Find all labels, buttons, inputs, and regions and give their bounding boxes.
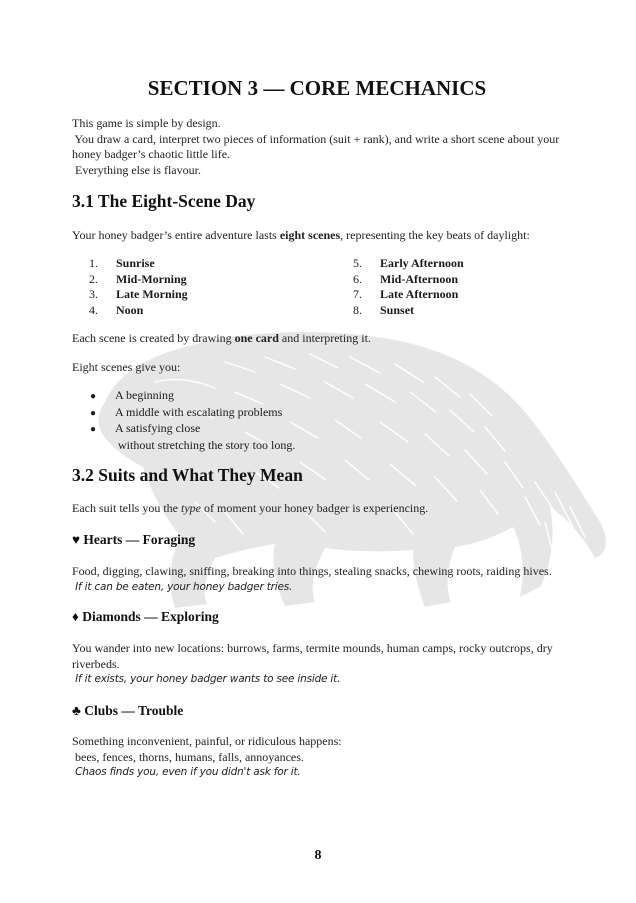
heart-suit-icon: ♥: [72, 532, 81, 547]
intro-line: Everything else is flavour.: [72, 162, 201, 177]
list-number: 2.: [89, 271, 98, 286]
clubs-description: [72, 734, 342, 781]
list-number: 8.: [353, 302, 362, 317]
club-suit-icon: ♣: [72, 703, 81, 718]
intro-line: honey badger’s chaotic little life.: [72, 147, 231, 161]
text: and interpreting it.: [278, 331, 371, 345]
scene-label: Late Morning: [116, 287, 188, 302]
heading-3-2: 3.2 Suits and What They Mean: [72, 465, 303, 485]
suit-description-line: riverbeds.: [72, 656, 120, 671]
suit-intro-paragraph: [72, 501, 428, 517]
scene-list-item: [78, 272, 188, 288]
diamond-suit-icon: ♦: [72, 609, 79, 624]
bullet-item: [88, 421, 295, 438]
scene-list-item: [78, 303, 188, 319]
bullet-item: [88, 388, 295, 405]
list-number: 3.: [89, 287, 98, 302]
scene-label: Mid-Afternoon: [380, 271, 458, 286]
bullet-text: A beginning: [115, 388, 174, 402]
suit-description-line: Food, digging, clawing, sniffing, breaking into things, stealing snacks, chewing roots, raiding hives.: [72, 564, 552, 578]
emphasis-type: type: [180, 501, 201, 515]
suit-heading-text: Hearts — Foraging: [83, 532, 196, 547]
emphasis-eight-scenes: eight scenes: [279, 228, 341, 242]
scene-label: Sunset: [380, 302, 415, 317]
text: Your honey badger’s entire adventure lasts: [72, 228, 280, 242]
list-number: 5.: [353, 256, 362, 270]
text: , representing the key beats of daylight:: [340, 228, 530, 242]
bullet-icon: ●: [89, 391, 97, 402]
suit-flavour-text: If it exists, your honey badger wants to see inside it.: [72, 673, 341, 685]
suit-heading-text: Clubs — Trouble: [84, 703, 184, 718]
scene-list-item: [342, 303, 464, 319]
page-number: 8: [314, 848, 322, 863]
suit-description-line: Something inconvenient, painful, or ridiculous happens:: [72, 734, 342, 748]
scene-list-item: [78, 287, 188, 303]
suit-flavour-text: If it can be eaten, your honey badger tries.: [72, 580, 293, 593]
scene-list-item: [342, 287, 464, 303]
emphasis-one-card: one card: [234, 331, 279, 345]
text: Each suit tells you the: [72, 501, 181, 515]
one-card-paragraph: [72, 331, 371, 347]
section-title: SECTION 3 — CORE MECHANICS: [147, 76, 487, 100]
text: Each scene is created by drawing: [72, 331, 235, 345]
bullet-icon: ●: [89, 407, 97, 419]
list-number: 4.: [89, 302, 98, 317]
scene-list-col2: [342, 256, 464, 318]
outcome-bullet-list: [88, 388, 295, 453]
bullet-item: [88, 405, 295, 422]
scene-list-item: [342, 256, 464, 272]
scene-label: Mid-Morning: [116, 271, 187, 286]
bullet-continuation: without stretching the story too long.: [118, 437, 296, 452]
scene-label: Late Afternoon: [380, 287, 459, 302]
bullet-text: A satisfying close: [115, 421, 201, 436]
hearts-heading: [72, 532, 195, 548]
intro-line: You draw a card, interpret two pieces of information (suit + rank), and write a short scene about your: [72, 131, 560, 146]
eight-scenes-give-paragraph: Eight scenes give you:: [72, 360, 181, 374]
intro-paragraph: [72, 116, 559, 178]
suit-flavour-text: Chaos finds you, even if you didn't ask for it.: [72, 766, 301, 778]
bullet-icon: ●: [89, 424, 97, 436]
bullet-text: A middle with escalating problems: [115, 404, 283, 419]
diamonds-heading: [72, 609, 219, 625]
intro-line: This game is simple by design.: [72, 116, 221, 130]
scene-list-item: [78, 256, 188, 272]
clubs-heading: [72, 703, 183, 719]
suit-description-line: You wander into new locations: burrows, farms, termite mounds, human camps, rocky outcrops, dry: [72, 641, 553, 655]
scene-label: Noon: [116, 302, 144, 317]
scene-label: Early Afternoon: [380, 256, 464, 270]
list-number: 6.: [353, 271, 362, 286]
suit-description-line: bees, fences, thorns, humans, falls, annoyances.: [72, 749, 304, 764]
heading-3-1: 3.1 The Eight-Scene Day: [72, 191, 256, 211]
scene-list-item: [342, 272, 464, 288]
suit-heading-text: Diamonds — Exploring: [82, 609, 219, 624]
diamonds-description: [72, 641, 553, 688]
hearts-description: [72, 564, 552, 595]
scene-label: Sunrise: [116, 256, 155, 270]
list-number: 1.: [89, 256, 98, 270]
list-number: 7.: [353, 287, 362, 302]
scene-list-col1: [78, 256, 188, 318]
text: of moment your honey badger is experiencing.: [200, 501, 429, 515]
eight-scenes-paragraph: [72, 228, 530, 244]
